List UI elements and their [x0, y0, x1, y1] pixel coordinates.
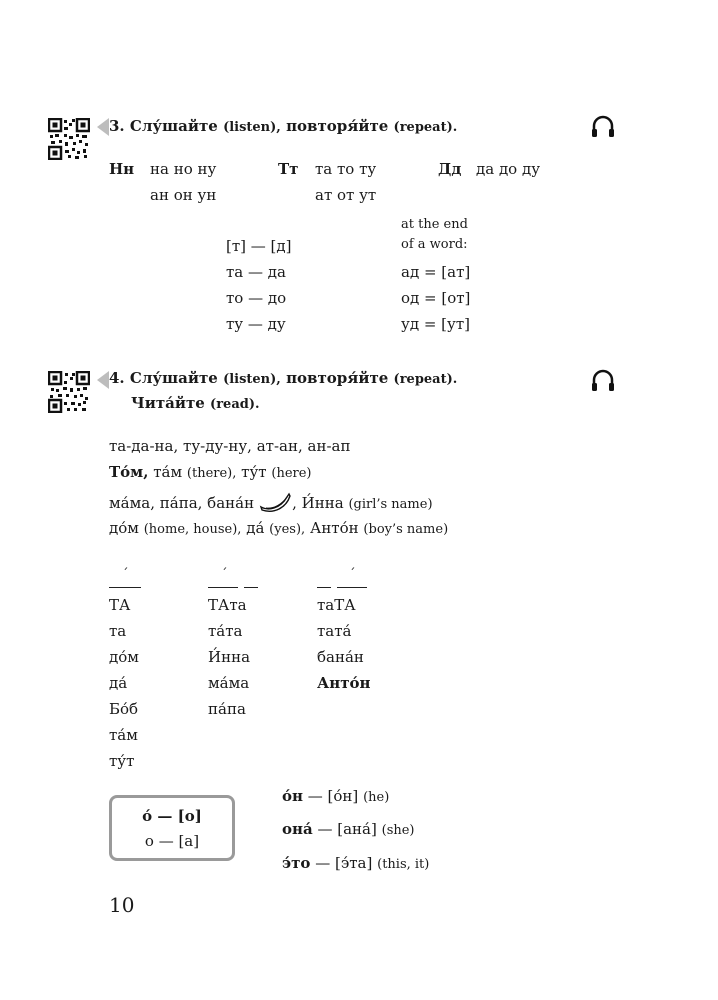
pronoun-transcription: — [о́н] [307, 787, 359, 805]
letter-t: Тт [278, 160, 299, 178]
contrast-row: та — да [226, 263, 286, 281]
pronoun-line [282, 820, 415, 838]
pronoun-line [282, 854, 429, 872]
word-anton: Анто́н [309, 519, 359, 537]
pronoun-word: она́ [282, 820, 313, 838]
vowel-reduction-rule-box [109, 795, 235, 861]
pronoun-gloss: (she) [381, 823, 415, 838]
column-2-word: па́па [208, 700, 246, 718]
exercise-3-title [109, 117, 457, 135]
headphones-icon[interactable] [590, 368, 616, 394]
gloss-home: (home, house), [143, 522, 242, 537]
column-1-word: до́м [109, 648, 139, 666]
contrast-heading: [т] — [д] [226, 237, 292, 255]
contrast-row: ту — ду [226, 315, 286, 333]
column-2-word: И́нна [208, 648, 251, 666]
reading-line-3 [109, 491, 433, 513]
rule-line-stressed: о́ — [о] [142, 807, 202, 825]
column-2-word: та́та [208, 622, 243, 640]
column-1-word: та́м [109, 726, 138, 744]
instruction-read-en: (read). [210, 397, 260, 412]
final-devoicing-row: уд = [ут] [401, 315, 470, 333]
final-devoicing-row: од = [от] [401, 289, 471, 307]
column-1-word: та [109, 622, 127, 640]
gloss-there: (there), [186, 466, 237, 481]
final-devoicing-row: ад = [ат] [401, 263, 471, 281]
gloss-boys-name: (boy’s name) [363, 522, 449, 537]
instruction-read: Чита́йте [131, 394, 205, 412]
pronoun-gloss: (he) [363, 790, 390, 805]
word-da: да́ [246, 519, 265, 537]
exercise-number: 3. [109, 117, 125, 135]
page-number: 10 [109, 893, 135, 917]
qr-code-icon [48, 118, 90, 160]
pronoun-transcription: — [э́та] [315, 854, 373, 872]
note-end-of-word-1: at the end [401, 217, 468, 232]
pronoun-transcription: — [ана́] [317, 820, 377, 838]
pronoun-word: о́н [282, 787, 303, 805]
word-dom: до́м [109, 519, 139, 537]
instruction-repeat-en: (repeat). [393, 372, 458, 387]
exercise-number: 4. [109, 369, 125, 387]
arrow-icon [97, 118, 109, 136]
column-2-word: ма́ма [208, 674, 250, 692]
reading-line-4 [109, 519, 448, 537]
instruction-repeat: повторя́йте [286, 369, 389, 387]
pronoun-line [282, 787, 389, 805]
instruction-repeat: повторя́йте [286, 117, 389, 135]
letter-d: Дд [438, 160, 462, 178]
pronoun-gloss: (this, it) [377, 857, 430, 872]
word-tom: То́м, [109, 463, 149, 481]
exercise-4-subtitle [131, 394, 260, 412]
gloss-here: (here) [271, 466, 312, 481]
arrow-icon [97, 371, 109, 389]
syllables-t: та то ту [315, 160, 377, 178]
column-1-word: ту́т [109, 752, 135, 770]
column-3-word: Анто́н [317, 674, 371, 692]
gloss-yes: (yes), [269, 522, 306, 537]
column-1-header: ТА [109, 596, 131, 614]
reading-line-2 [109, 463, 312, 481]
word-inna: , И́нна [292, 494, 344, 512]
instruction-listen-en: (listen), [223, 120, 281, 135]
banana-icon [258, 491, 292, 513]
word-tam: та́м [153, 463, 183, 481]
note-end-of-word-2: of a word: [401, 237, 468, 252]
instruction-listen: Слу́шайте [129, 369, 218, 387]
column-3-word: тата́ [317, 622, 352, 640]
qr-code-icon [48, 371, 90, 413]
column-2-header: ТАта [208, 596, 247, 614]
gloss-girls-name: (girl’s name) [348, 497, 433, 512]
exercise-4-title [109, 369, 457, 387]
instruction-listen: Слу́шайте [129, 117, 218, 135]
instruction-listen-en: (listen), [223, 372, 281, 387]
reverse-t: ат от ут [315, 186, 377, 204]
headphones-icon[interactable] [590, 114, 616, 140]
column-1-word: да́ [109, 674, 128, 692]
column-3-word: бана́н [317, 648, 364, 666]
letter-n: Нн [109, 160, 135, 178]
pronoun-word: э́то [282, 854, 311, 872]
reverse-n: ан он ун [150, 186, 217, 204]
contrast-row: то — до [226, 289, 287, 307]
column-1-word: Бо́б [109, 700, 139, 718]
words-family: ма́ма, па́па, бана́н [109, 494, 255, 512]
word-tut: ту́т [241, 463, 267, 481]
reading-line-1: та-да-на, ту-ду-ну, ат-ан, ан-ап [109, 437, 351, 455]
column-3-header: таТА [317, 596, 356, 614]
syllables-d: да до ду [476, 160, 541, 178]
instruction-repeat-en: (repeat). [393, 120, 458, 135]
rule-line-unstressed: о — [а] [144, 832, 200, 850]
syllables-n: на но ну [150, 160, 217, 178]
